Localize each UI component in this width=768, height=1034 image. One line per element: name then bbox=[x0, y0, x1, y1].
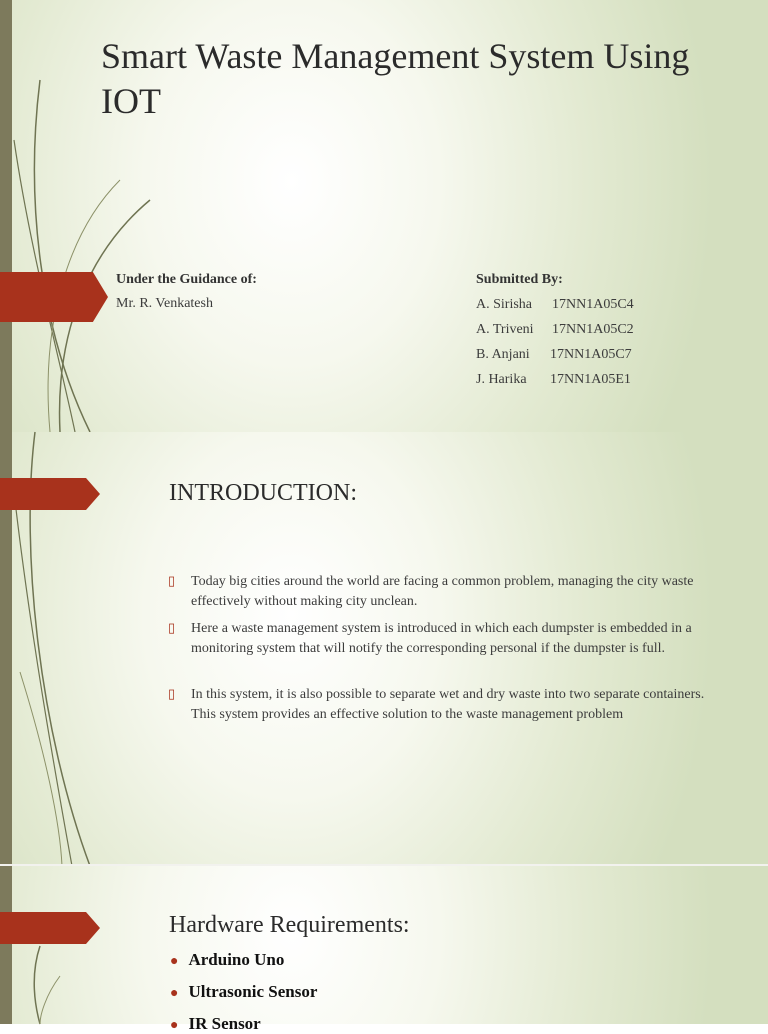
accent-arrow bbox=[0, 912, 100, 944]
student-name: B. Anjani bbox=[476, 346, 530, 362]
bullet-dot-icon: ● bbox=[170, 1018, 179, 1033]
hardware-slide bbox=[0, 866, 768, 1033]
slide-title: Smart Waste Management System Using IOT bbox=[101, 36, 690, 121]
bullet-item bbox=[168, 572, 708, 611]
list-item bbox=[170, 950, 284, 970]
bullet-dot-icon: ● bbox=[170, 954, 179, 969]
student-id: 17NN1A05C7 bbox=[550, 346, 632, 362]
list-item bbox=[170, 982, 317, 1002]
bullet-marker-icon: ▯ bbox=[168, 686, 176, 701]
slide-title: Hardware Requirements: bbox=[169, 912, 410, 938]
accent-arrow bbox=[0, 478, 100, 510]
bullet-dot-icon: ● bbox=[170, 986, 179, 1001]
guidance-block bbox=[116, 272, 257, 312]
student-id: 17NN1A05E1 bbox=[550, 371, 631, 387]
title-slide bbox=[0, 0, 768, 432]
item-label: IR Sensor bbox=[188, 1014, 261, 1033]
item-label: Ultrasonic Sensor bbox=[188, 982, 318, 1001]
list-item bbox=[170, 1014, 261, 1034]
student-name: A. Triveni bbox=[476, 321, 534, 337]
student-name: A. Sirisha bbox=[476, 296, 532, 312]
slide-title: INTRODUCTION: bbox=[169, 480, 357, 506]
item-label: Arduino Uno bbox=[188, 950, 285, 969]
bullet-marker-icon: ▯ bbox=[168, 620, 176, 635]
student-row bbox=[476, 292, 634, 317]
submitted-label: Submitted By: bbox=[476, 272, 563, 287]
student-row bbox=[476, 342, 634, 367]
bullet-item bbox=[168, 619, 708, 658]
submitted-block bbox=[476, 272, 634, 392]
student-row bbox=[476, 367, 634, 392]
student-id: 17NN1A05C2 bbox=[552, 321, 634, 337]
introduction-slide bbox=[0, 432, 768, 866]
accent-arrow bbox=[0, 272, 108, 322]
bullet-text: Today big cities around the world are facing a common problem, managing the city waste effectively without making city unclean. bbox=[191, 574, 694, 609]
student-name: J. Harika bbox=[476, 371, 527, 387]
student-row bbox=[476, 317, 634, 342]
bullet-marker-icon: ▯ bbox=[168, 573, 176, 588]
bullet-text: In this system, it is also possible to separate wet and dry waste into two separate containers. This system provides an effective solution to the waste management problem bbox=[191, 687, 705, 722]
bullet-item bbox=[168, 685, 708, 724]
guide-name: Mr. R. Venkatesh bbox=[116, 296, 213, 311]
bullet-text: Here a waste management system is introduced in which each dumpster is embedded in a monitoring system that will notify the corresponding personal if the dumpster is full. bbox=[191, 621, 692, 656]
guidance-label: Under the Guidance of: bbox=[116, 272, 257, 287]
decorative-curves bbox=[0, 866, 140, 1024]
student-id: 17NN1A05C4 bbox=[552, 296, 634, 312]
